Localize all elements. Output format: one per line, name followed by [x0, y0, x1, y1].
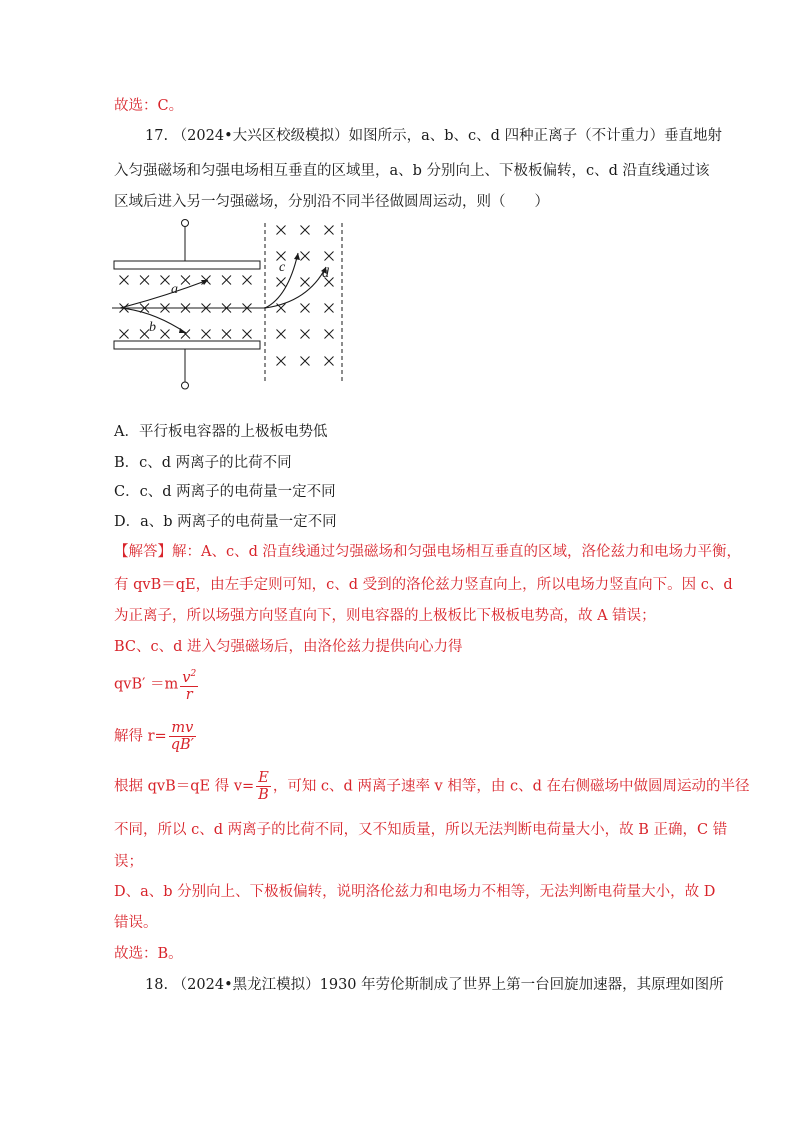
- ion-c-arrow: [294, 253, 300, 260]
- field-cross: [325, 330, 334, 339]
- field-cross: [140, 276, 149, 285]
- label-d: d: [322, 266, 329, 281]
- bottom-plate: [114, 341, 260, 349]
- solution-line-8: 不同，所以 c、d 两离子的比荷不同，又不知质量，所以无法判断电荷量大小，故 B 正确，C 错: [114, 822, 728, 838]
- q18-stem-line-1: 18. （2024•黑龙江模拟）1930 年劳伦斯制成了世界上第一台回旋加速器，其原理如图所: [145, 977, 724, 993]
- field-cross: [325, 357, 334, 366]
- solution-line-11: 错误。: [114, 915, 158, 931]
- field-cross: [277, 226, 286, 235]
- field-cross: [301, 226, 310, 235]
- q17-stem-line-1: 17. （2024•大兴区校级模拟）如图所示，a、b、c、d 四种正离子（不计重力）垂直地射: [145, 128, 723, 144]
- field-cross: [161, 330, 170, 339]
- field-cross: [222, 276, 231, 285]
- field-cross: [325, 226, 334, 235]
- top-terminal: [182, 220, 189, 227]
- field-cross: [325, 252, 334, 261]
- field-cross: [243, 330, 252, 339]
- field-cross: [181, 276, 190, 285]
- solution-line-9: 误；: [114, 854, 143, 870]
- solution-line-10: D、a、b 分别向上、下极板偏转，说明洛伦兹力和电场力不相等，无法判断电荷量大小，故 D: [114, 884, 716, 900]
- q17-diagram: [108, 217, 358, 392]
- option-a: A．平行板电容器的上极板电势低: [114, 424, 328, 440]
- ion-a-path: [120, 280, 208, 308]
- field-cross: [120, 276, 129, 285]
- option-c: C．c、d 两离子的电荷量一定不同: [114, 484, 336, 500]
- option-b: B．c、d 两离子的比荷不同: [114, 455, 292, 471]
- label-a: a: [171, 282, 178, 297]
- field-cross: [161, 276, 170, 285]
- field-cross: [277, 330, 286, 339]
- field-cross: [301, 278, 310, 287]
- solution-line-1: 【解答】解：A、c、d 沿直线通过匀强磁场和匀强电场相互垂直的区域，洛伦兹力和电场力平衡，: [114, 544, 741, 560]
- solution-line-4: BC、c、d 进入匀强磁场后，由洛伦兹力提供向心力得: [114, 639, 463, 655]
- field-cross: [222, 330, 231, 339]
- equation-2: 解得 r= $\frac{mv}{qB'}$: [114, 720, 194, 753]
- previous-answer: 故选：C。: [114, 98, 184, 114]
- field-cross: [325, 304, 334, 313]
- label-b: b: [149, 320, 156, 335]
- field-cross: [277, 278, 286, 287]
- field-cross: [301, 357, 310, 366]
- q17-stem-line-2: 入匀强磁场和匀强电场相互垂直的区域里，a、b 分别向上、下极板偏转，c、d 沿直线通过该: [114, 163, 710, 179]
- q17-stem-line-3: 区域后进入另一匀强磁场，分别沿不同半径做圆周运动，则（ ）: [114, 194, 549, 210]
- field-cross: [140, 330, 149, 339]
- solution-answer: 故选：B。: [114, 946, 183, 962]
- field-cross: [243, 276, 252, 285]
- field-cross: [277, 357, 286, 366]
- solution-tag: 【解答】: [114, 544, 172, 560]
- equation-1: qvB′ ＝m $\frac{v^2}{r}$: [114, 666, 200, 703]
- field-cross: [301, 304, 310, 313]
- field-cross: [120, 330, 129, 339]
- q17-number: 17.: [145, 128, 169, 144]
- q18-number: 18.: [145, 977, 169, 993]
- field-cross: [301, 252, 310, 261]
- top-plate: [114, 261, 260, 269]
- field-cross: [301, 330, 310, 339]
- bottom-terminal: [182, 382, 189, 389]
- field-cross: [202, 330, 211, 339]
- solution-line-3: 为正离子，所以场强方向竖直向下，则电容器的上极板比下极板电势高，故 A 错误；: [114, 608, 656, 624]
- option-d: D．a、b 两离子的电荷量一定不同: [114, 514, 337, 530]
- label-c: c: [279, 260, 286, 275]
- solution-line-7: 根据 qvB＝qE 得 v= $\frac{E}{B}$ ，可知 c、d 两离子速率 v 相等，由 c、d 在右侧磁场中做圆周运动的半径: [114, 770, 750, 803]
- solution-line-2: 有 qvB＝qE，由左手定则可知，c、d 受到的洛伦兹力竖直向上，所以电场力竖直向下。因 c、d: [114, 577, 733, 593]
- ion-b-arrow: [179, 328, 186, 333]
